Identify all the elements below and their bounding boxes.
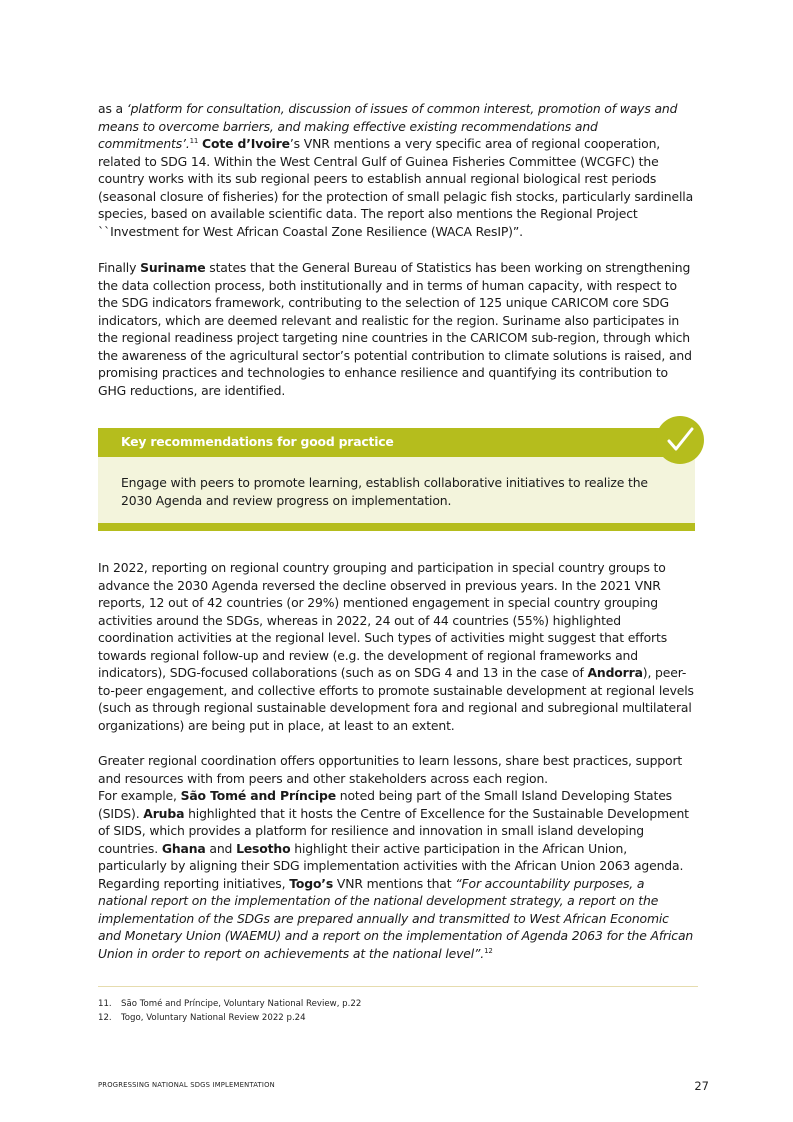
footnote-12 [98, 1012, 306, 1024]
text-span: VNR mentions that [333, 875, 456, 891]
key-recommendations-box [98, 428, 695, 531]
paragraph-regional-grouping [98, 559, 694, 734]
paragraph-suriname [98, 259, 694, 399]
country-name: Togo’s [289, 875, 334, 891]
text-span: noted being part of the Small Island Developing States (SIDS). [98, 788, 672, 821]
text-span: Greater regional coordination offers opportunities to learn lessons, share best practices, support and resources with from peers and other stakeholders across each region. [98, 753, 683, 786]
footnote-text: Togo, Voluntary National Review 2022 p.24 [121, 1013, 306, 1023]
key-recommendations-footer-bar [98, 523, 695, 531]
key-recommendations-body [98, 457, 695, 523]
text-span: states that the General Bureau of Statistics has been working on strengthening the data collection process, both institutionally and in terms of human capacity, with respect to the SDG indicators framework, contributing to the selection of 125 unique CARICOM core SDG indicators, which are deemed relevant and realistic for the region. Suriname also participates in the regional readiness project targeting nine countries in the CARICOM sub-region, through which the awareness of the agricultural sector’s potential contribution to climate solutions is raised, and promising practices and technologies to enhance resilience and quantifying its contribution to GHG reductions, are identified. [98, 260, 692, 398]
country-name: Andorra [587, 665, 643, 680]
running-footer-title: PROGRESSING NATIONAL SDGS IMPLEMENTATION [98, 1081, 275, 1089]
footnote-ref-12[interactable]: 12 [484, 946, 493, 955]
checkmark-icon [656, 416, 704, 464]
key-recommendations-title: Key recommendations for good practice [121, 434, 394, 449]
text-span: For example, [98, 788, 181, 803]
page-number: 27 [694, 1079, 709, 1093]
footnote-11 [98, 998, 361, 1010]
paragraph-regional-coordination [98, 752, 694, 962]
text-span: ’s VNR mentions a very specific area of regional cooperation, related to SDG 14. Within the West Central Gulf of Guinea Fisheries Committee (WCGFC) the country works with its sub regional peers to establish annual regional biological rest periods (seasonal closure of fisheries) for the protection of small pelagic fish stocks, particularly sardinella species, based on available scientific data. The report also mentions the Regional Project ``Investment for West African Coastal Zone Resilience (WACA ResIP)”. [98, 136, 694, 239]
footnote-text: São Tomé and Príncipe, Voluntary National Review, p.22 [121, 999, 362, 1009]
country-name: Aruba [143, 805, 185, 821]
key-recommendations-header [98, 428, 695, 457]
text-span: Finally [98, 260, 141, 275]
country-name: São Tomé and Príncipe [180, 788, 336, 803]
footnote-divider [98, 986, 698, 987]
text-span: highlight their active participation in the African Union, particularly by aligning their SDG implementation activities with the African Union 2063 agenda. Regarding reporting initiatives, [98, 840, 684, 891]
country-name: Lesotho [236, 840, 291, 856]
paragraph-cote-divoire [98, 100, 694, 240]
key-recommendations-text: Engage with peers to promote learning, establish collaborative initiatives to realize the 2030 Agenda and review progress on implementation. [121, 475, 648, 508]
country-name: Cote d’Ivoire [202, 136, 290, 151]
text-span: ), peer-to-peer engagement, and collective efforts to promote sustainable development at regional levels (such as through regional sustainable development fora and regional and subregional multilateral organizations) are being put in place, at least to an extent. [98, 665, 694, 733]
text-span: as a [98, 101, 127, 116]
country-name: Suriname [140, 260, 206, 275]
quote-text: “For accountability purposes, a national report on the implementation of the national development strategy, a report on the implementation of the SDGs are prepared annually and transmitted to West African Economic and Monetary Union (WAEMU) and a report on the implementation of Agenda 2063 for the African Union in order to report on achievements at the national level”. [98, 875, 694, 961]
text-span: highlighted that it hosts the Centre of Excellence for the Sustainable Development of SIDS, which provides a platform for resilience and innovation in small island developing countries. [98, 805, 689, 856]
footnote-number: 11. [98, 999, 112, 1009]
footnote-ref-11[interactable]: 11 [189, 137, 199, 145]
country-name: Ghana [161, 840, 206, 856]
footnote-number: 12. [98, 1013, 112, 1023]
quote-text: ‘platform for consultation, discussion of issues of common interest, promotion of ways and means to overcome barriers, and making effective existing recommendations and commitments’. [98, 101, 678, 151]
text-span: and [205, 840, 237, 856]
text-span: In 2022, reporting on regional country grouping and participation in special country groups to advance the 2030 Agenda reversed the decline observed in previous years. In the 2021 VNR reports, 12 out of 42 countries (or 29%) mentioned engagement in special country grouping activities around the SDGs, whereas in 2022, 24 out of 44 countries (55%) highlighted coordination activities at the regional level. Such types of activities might suggest that efforts towards regional follow-up and review (e.g. the development of regional frameworks and indicators), SDG-focused collaborations (such as on SDG 4 and 13 in the case of [98, 560, 667, 680]
